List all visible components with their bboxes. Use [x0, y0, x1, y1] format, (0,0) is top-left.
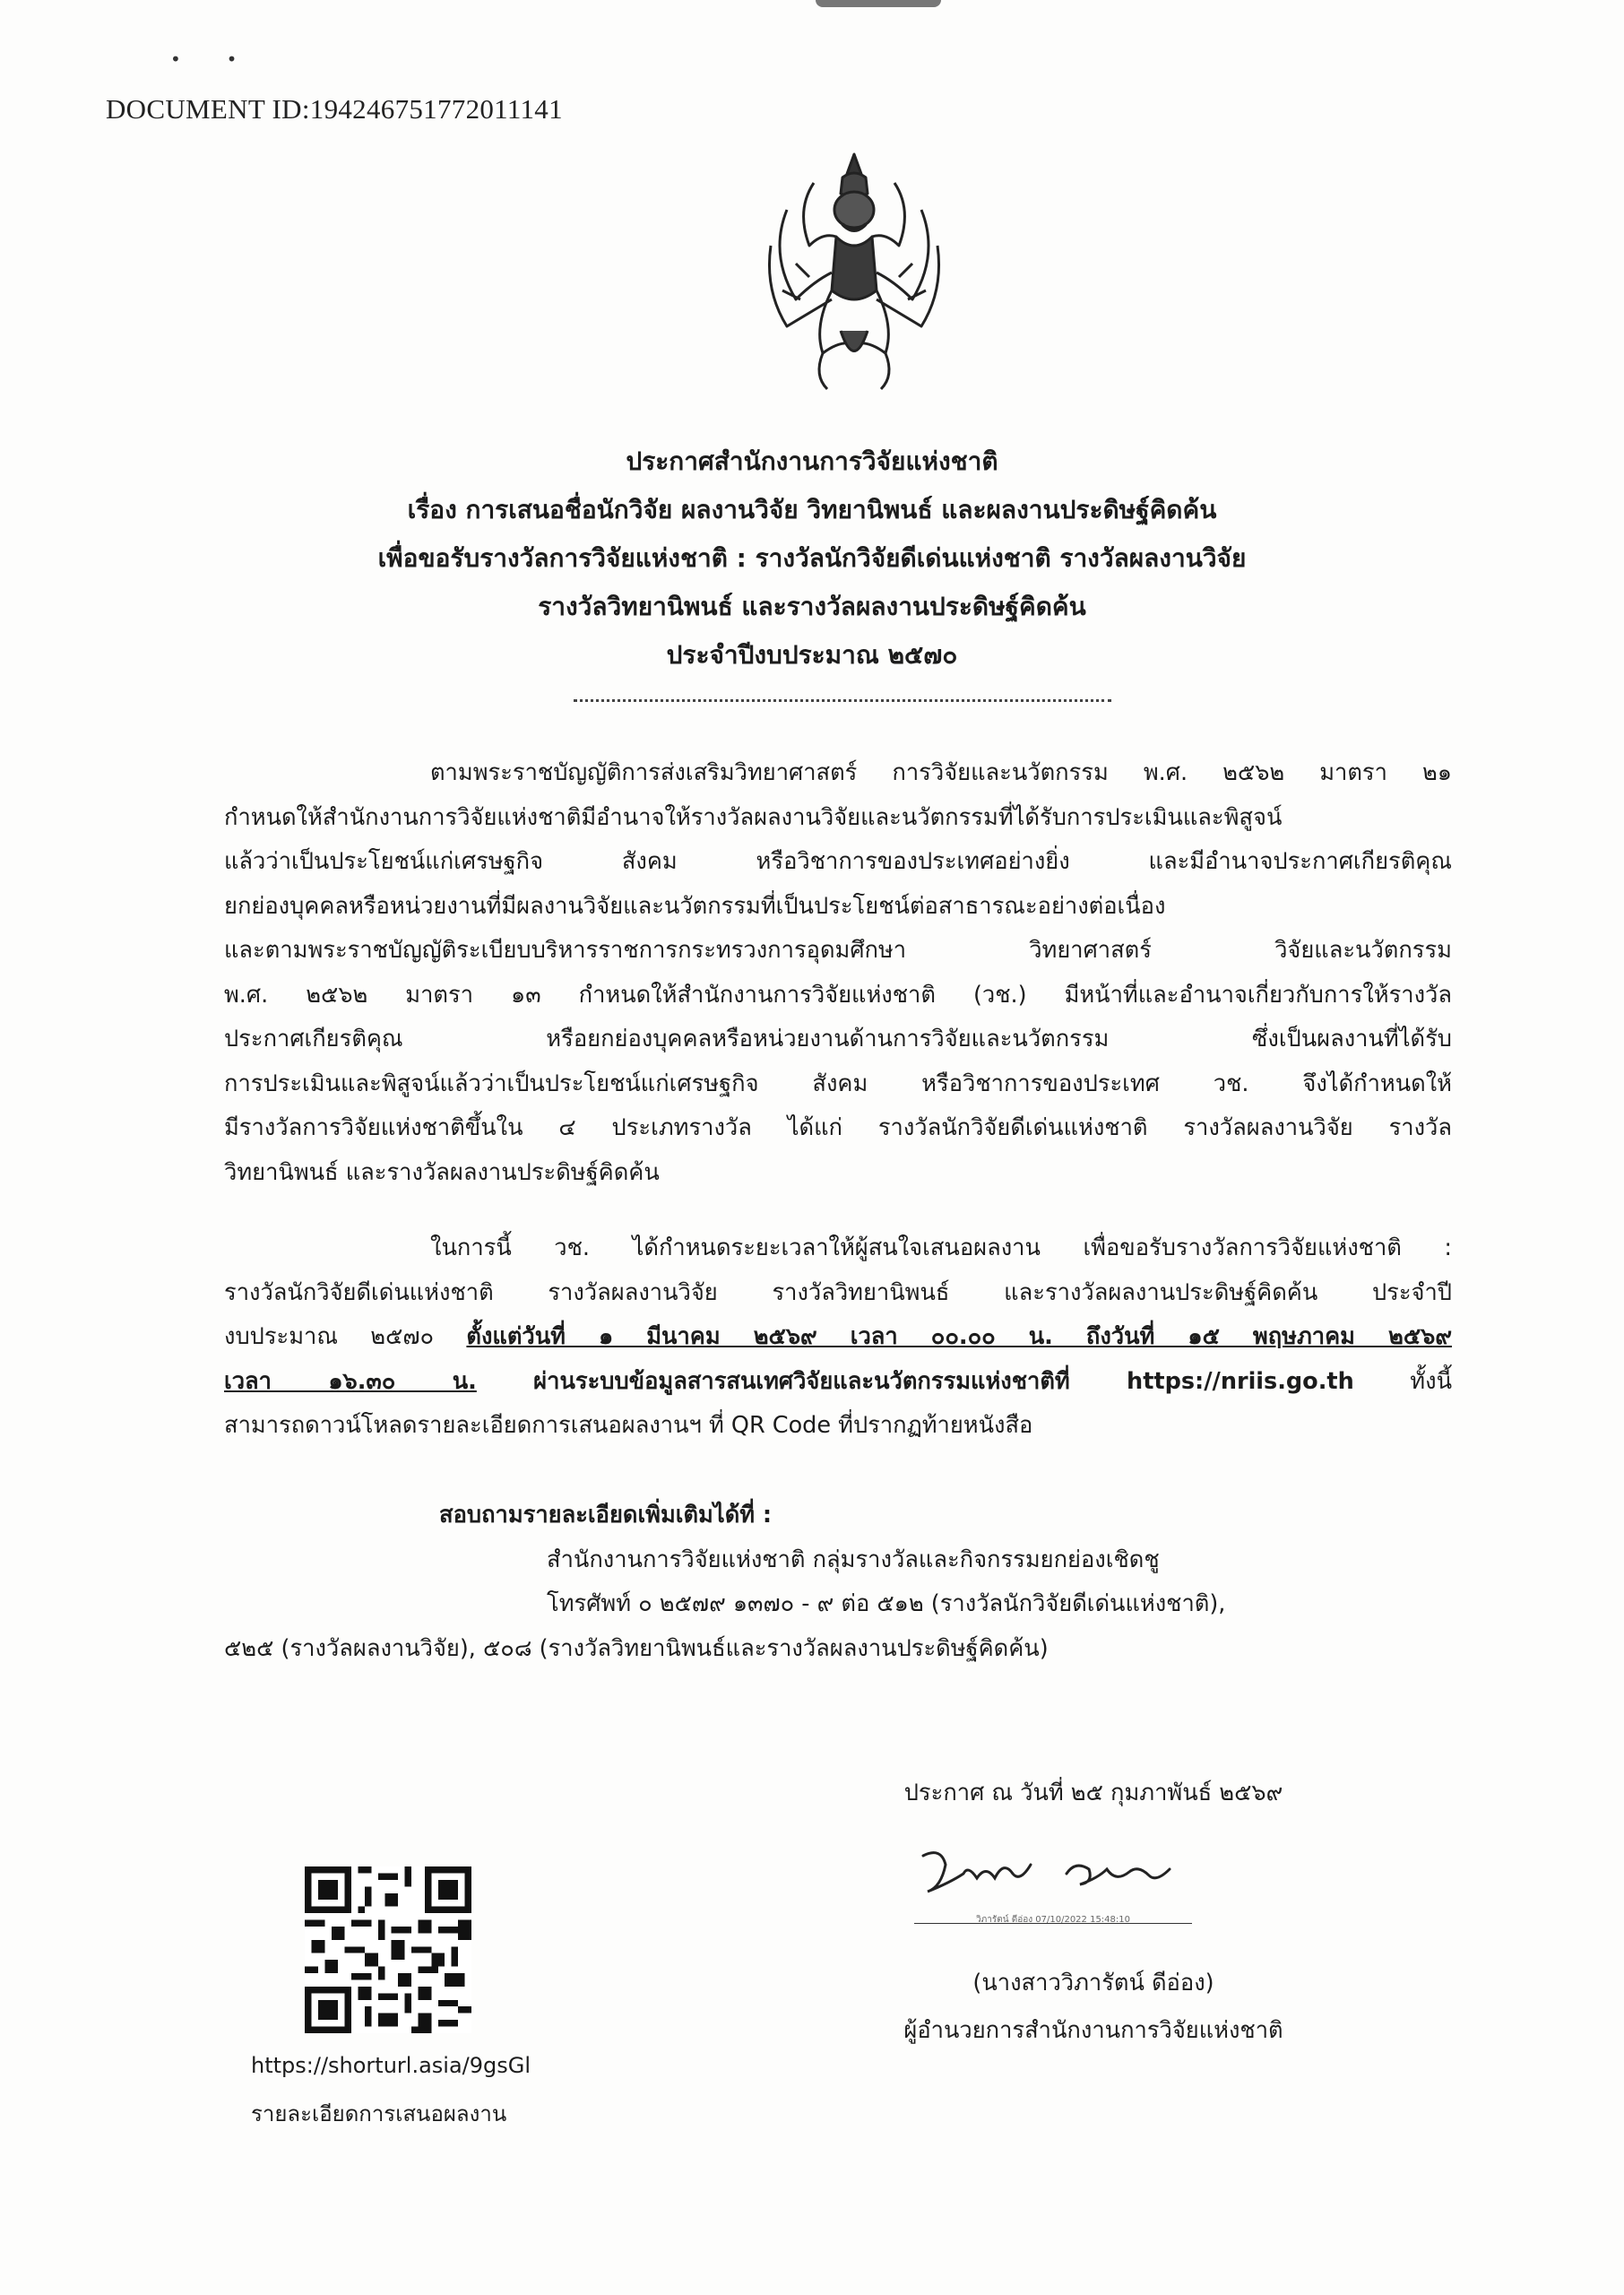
- p1-line: ตามพระราชบัญญัติการส่งเสริมวิทยาศาสตร์ การวิจัยและนวัตกรรม พ.ศ. ๒๕๖๒ มาตรา ๒๑: [430, 759, 1452, 786]
- p1-line: ยกย่องบุคคลหรือหน่วยงานที่มีผลงานวิจัยและนวัตกรรมที่เป็นประโยชน์ต่อสาธารณะอย่างต่อเนื่อง: [224, 892, 1166, 920]
- contact-extensions: ๕๒๕ (รางวัลผลงานวิจัย), ๕๐๘ (รางวัลวิทยานิพนธ์และรางวัลผลงานประดิษฐ์คิดค้น): [224, 1634, 1049, 1662]
- p2-line: สามารถดาวน์โหลดรายละเอียดการเสนอผลงานฯ ที่ QR Code ที่ปรากฏท้ายหนังสือ: [224, 1412, 1033, 1439]
- p1-line: ประกาศเกียรติคุณ หรือยกย่องบุคคลหรือหน่วยงานด้านการวิจัยและนวัตกรรม ซึ่งเป็นผลงานที่ได้รับ: [224, 1026, 1452, 1052]
- p2-tail: ทั้งนี้: [1353, 1367, 1452, 1395]
- p1-line: แล้วว่าเป็นประโยชน์แก่เศรษฐกิจ สังคม หรือวิชาการของประเทศอย่างยิ่ง และมีอำนาจประกาศเกียรติคุณ: [224, 848, 1452, 875]
- signature-stamp: วิภารัตน์ ดีอ่อง 07/10/2022 15:48:10: [976, 1915, 1130, 1925]
- body-paragraph-2: [224, 1226, 1452, 1449]
- p1-line: กำหนดให้สำนักงานการวิจัยแห่งชาติมีอำนาจให้รางวัลผลงานวิจัยและนวัตกรรมที่ได้รับการประเมินและพิสูจน์: [224, 803, 1283, 831]
- header-fiscal-year: ประจำปีงบประมาณ ๒๕๗๐: [666, 640, 958, 670]
- contact-block: [224, 1494, 1452, 1671]
- header-subject-cont2: รางวัลวิทยานิพนธ์ และรางวัลผลงานประดิษฐ์คิดค้น: [538, 592, 1086, 621]
- contact-heading: สอบถามรายละเอียดเพิ่มเติมได้ที่ :: [439, 1502, 773, 1529]
- document-header: [269, 437, 1355, 680]
- p2-line-deadline: [224, 1315, 1452, 1360]
- p2-fiscal: งบประมาณ ๒๕๗๐: [224, 1323, 467, 1350]
- header-subject-cont: เพื่อขอรับรางวัลการวิจัยแห่งชาติ : รางวัลนักวิจัยดีเด่นแห่งชาติ รางวัลผลงานวิจัย: [377, 543, 1247, 573]
- p1-line: การประเมินและพิสูจน์แล้วว่าเป็นประโยชน์แก่เศรษฐกิจ สังคม หรือวิชาการของประเทศ วช. จึงได้กำหนดให้: [224, 1070, 1452, 1097]
- body-paragraph-1: [224, 751, 1452, 1195]
- p1-line: พ.ศ. ๒๕๖๒ มาตรา ๑๓ กำหนดให้สำนักงานการวิจัยแห่งชาติ (วช.) มีหน้าที่และอำนาจเกี่ยวกับการให้รางวัล: [224, 981, 1452, 1009]
- garuda-emblem: [760, 147, 948, 396]
- p1-line: วิทยานิพนธ์ และรางวัลผลงานประดิษฐ์คิดค้น: [224, 1158, 660, 1186]
- signature-line: [914, 1923, 1192, 1924]
- p2-line: ในการนี้ วช. ได้กำหนดระยะเวลาให้ผู้สนใจเสนอผลงาน เพื่อขอรับรางวัลการวิจัยแห่งชาติ :: [430, 1234, 1452, 1261]
- signatory-name: (นางสาววิภารัตน์ ดีอ่อง): [972, 1970, 1214, 1996]
- contact-org: สำนักงานการวิจัยแห่งชาติ กลุ่มรางวัลและกิจกรรมยกย่องเชิดชู: [547, 1546, 1160, 1573]
- nriis-system: ผ่านระบบข้อมูลสารสนเทศวิจัยและนวัตกรรมแห่งชาติที่ https://nriis.go.th: [476, 1367, 1354, 1395]
- submission-deadline-time: เวลา ๑๖.๓๐ น.: [224, 1367, 477, 1395]
- qr-caption: รายละเอียดการเสนอผลงาน: [251, 2101, 507, 2126]
- handwritten-signature: [914, 1838, 1183, 1910]
- p1-line: มีรางวัลการวิจัยแห่งชาติขึ้นใน ๔ ประเภทรางวัล ได้แก่ รางวัลนักวิจัยดีเด่นแห่งชาติ รางวัลผลงานวิจัย รางวัล: [224, 1114, 1452, 1141]
- contact-phone: โทรศัพท์ ๐ ๒๕๗๙ ๑๓๗๐ - ๙ ต่อ ๕๑๒ (รางวัลนักวิจัยดีเด่นแห่งชาติ),: [547, 1590, 1226, 1617]
- document-id: DOCUMENT ID:194246751772011141: [106, 93, 563, 125]
- scan-specks: • •: [170, 48, 238, 70]
- submission-period: ตั้งแต่วันที่ ๑ มีนาคม ๒๕๖๙ เวลา ๐๐.๐๐ น. ถึงวันที่ ๑๕ พฤษภาคม ๒๕๖๙: [466, 1323, 1453, 1350]
- dotted-separator: [574, 699, 1111, 702]
- announcement-date: ประกาศ ณ วันที่ ๒๕ กุมภาพันธ์ ๒๕๖๙: [903, 1780, 1283, 1806]
- header-subject: เรื่อง การเสนอชื่อนักวิจัย ผลงานวิจัย วิทยานิพนธ์ และผลงานประดิษฐ์คิดค้น: [407, 495, 1217, 524]
- p1-line: และตามพระราชบัญญัติระเบียบบริหารราชการกระทรวงการอุดมศึกษา วิทยาศาสตร์ วิจัยและนวัตกรรม: [224, 937, 1452, 964]
- qr-url[interactable]: https://shorturl.asia/9gsGl: [251, 2053, 531, 2078]
- scan-artifact: [816, 0, 941, 7]
- p2-line-url: [224, 1360, 1452, 1405]
- p2-line: รางวัลนักวิจัยดีเด่นแห่งชาติ รางวัลผลงานวิจัย รางวัลวิทยานิพนธ์ และรางวัลผลงานประดิษฐ์คิดค้น ประจำปี: [224, 1278, 1452, 1306]
- qr-code[interactable]: [305, 1866, 471, 2033]
- signatory-title: ผู้อำนวยการสำนักงานการวิจัยแห่งชาติ: [903, 2017, 1283, 2044]
- header-title: ประกาศสำนักงานการวิจัยแห่งชาติ: [626, 446, 998, 476]
